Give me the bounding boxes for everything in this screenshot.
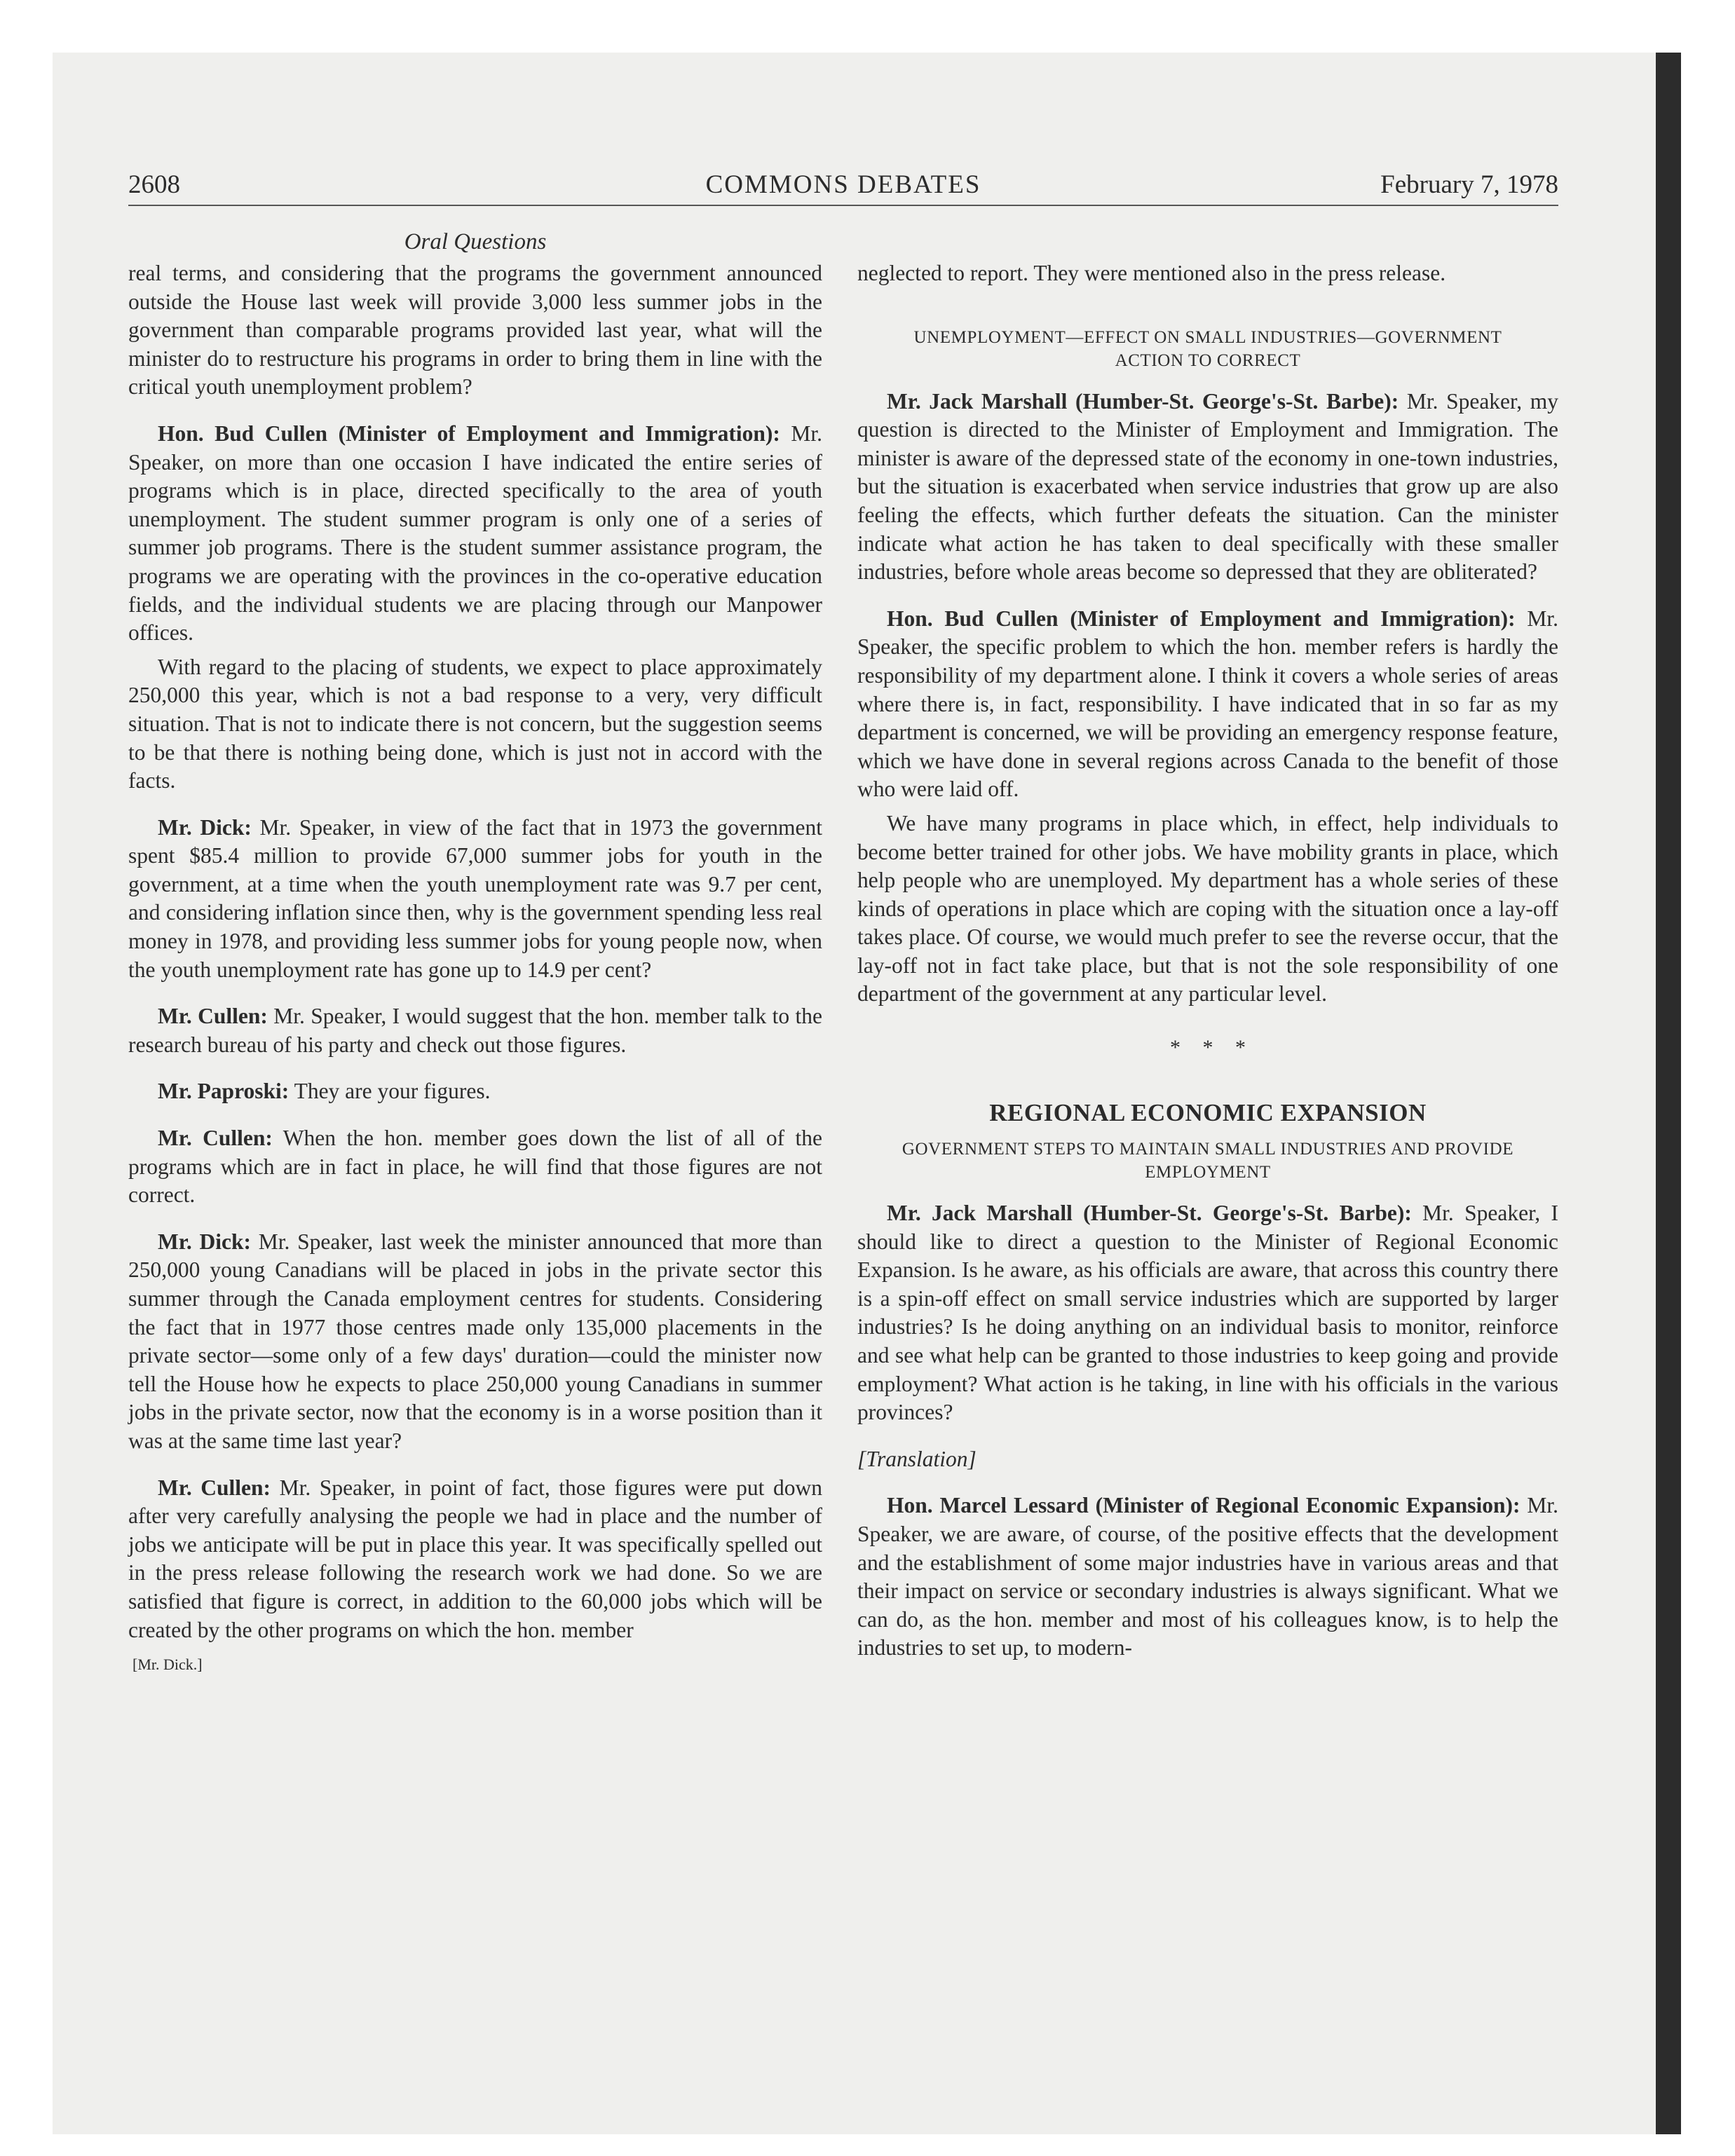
- publication-title: COMMONS DEBATES: [705, 170, 981, 199]
- left-column: [128, 226, 822, 1675]
- speaker-name: Mr. Dick:: [158, 814, 252, 840]
- speaker-name: Mr. Cullen:: [158, 1475, 271, 1500]
- speaker-name: Mr. Jack Marshall (Humber-St. George's-St. Barbe):: [887, 1201, 1412, 1226]
- paragraph: With regard to the placing of students, we expect to place approximately 250,000 this year, which is not a bad response to a very, very difficult situation. That is not to indicate there is not concern, but the suggestion seems to be that there is nothing being done, which is just not in accord with the facts.: [128, 654, 822, 793]
- paragraph: [128, 1124, 822, 1210]
- section-divider-stars: * * *: [1170, 1036, 1246, 1060]
- paragraph: [128, 1002, 822, 1059]
- page-number: 2608: [128, 170, 180, 199]
- paragraph: [857, 1199, 1558, 1427]
- speech-text: Mr. Speaker, on more than one occasion I have indicated the entire series of programs which is in place, directed specifically to the area of youth unemployment. The student summer program is only one of a series of summer job programs. There is the student summer assistance program, the programs we are operating with the provinces in the co-operative education fields, and the individual students we are placing through our Manpower offices.: [128, 421, 822, 646]
- paragraph: [128, 1077, 822, 1106]
- speech-text: When the hon. member goes down the list of all of the programs which are in fact in place, he will find that those figures are not correct.: [128, 1126, 822, 1208]
- speech-text: Mr. Speaker, in point of fact, those figures were put down after very carefully analysing the people we had in place and the number of jobs we anticipate will be put in place this year. It was specifically spelled out in the press release following the research work we had done. So we are satisfied that figure is correct, in addition to the 60,000 jobs which will be created by the other programs on which the hon. member: [128, 1475, 822, 1642]
- speech-text: Mr. Speaker, my question is directed to the Minister of Employment and Immigration. The minister is aware of the depressed state of the economy in one-town industries, but the situation is exacerbated when service industries that grow up are also feeling the effects, which further defeats the situation. Can the minister indicate what action he has taken to deal specifically with these smaller industries, before whole areas become so depressed that they are obliterated?: [857, 388, 1558, 585]
- speech-text: Mr. Speaker, we are aware, of course, of the positive effects that the development and the establishment of some major industries have in various areas and that their impact on service or secondary industries is always significant. What we can do, as the hon. member and most of his colleagues know, is to help the industries to set up, to modern-: [857, 1493, 1558, 1660]
- speech-text: Mr. Speaker, in view of the fact that in 1973 the government spent $85.4 million to provide 67,000 summer jobs for youth in the government, at a time when the youth unemployment rate was 9.7 per cent, and considering inflation since then, why is the government spending less real money in 1978, and providing less summer jobs for young people now, when the youth unemployment rate has gone up to 14.9 per cent?: [128, 814, 823, 982]
- speaker-name: Mr. Cullen:: [158, 1004, 268, 1029]
- subheading: UNEMPLOYMENT—EFFECT ON SMALL INDUSTRIES—GOVERNMENT ACTION TO CORRECT: [913, 327, 1502, 370]
- page-header: [128, 167, 1558, 203]
- subheading: GOVERNMENT STEPS TO MAINTAIN SMALL INDUSTRIES AND PROVIDE EMPLOYMENT: [901, 1140, 1514, 1182]
- speaker-name: Mr. Dick:: [158, 1229, 251, 1254]
- speaker-name: Mr. Paproski:: [158, 1079, 290, 1104]
- section-heading: REGIONAL ECONOMIC EXPANSION: [989, 1099, 1427, 1127]
- speech-text: Mr. Speaker, last week the minister announced that more than 250,000 young Canadians will be placed in jobs in the private sector this summer through the Canada employment centres for students. Considering the fact that in 1977 those centres made only 135,000 placements in the private sector—some only of a few days' duration—could the minister now tell the House how he expects to place 250,000 young Canadians in summer jobs in the private sector, now that the economy is in a worse position than it was at the same time last year?: [128, 1229, 822, 1453]
- speech-text: They are your figures.: [289, 1079, 491, 1104]
- paragraph: [857, 388, 1558, 587]
- translation-note: [Translation]: [857, 1446, 977, 1471]
- speech-text: Mr. Speaker, I would suggest that the hon. member talk to the research bureau of his party and check out those figures.: [128, 1004, 822, 1057]
- speech-text: Mr. Speaker, the specific problem to which the hon. member refers is hardly the responsibility of my department alone. I think it covers a whole series of areas where there is, in fact, responsibility. I have indicated that in so far as my department is concerned, we will be providing an emergency response feature, which we have done in several regions across Canada to the benefit of those who were laid off.: [857, 606, 1558, 802]
- speaker-name: Hon. Bud Cullen (Minister of Employment and Immigration):: [158, 421, 780, 446]
- paragraph: [128, 420, 822, 648]
- speaker-name: Hon. Marcel Lessard (Minister of Regional Economic Expansion):: [887, 1493, 1520, 1518]
- publication-date: February 7, 1978: [1380, 170, 1558, 199]
- scan-edge: [1656, 53, 1681, 2134]
- footnote: [Mr. Dick.]: [132, 1656, 203, 1674]
- speaker-name: Mr. Jack Marshall (Humber-St. George's-St. Barbe):: [887, 388, 1399, 414]
- paragraph: [128, 1474, 822, 1645]
- paragraph: [857, 1492, 1558, 1663]
- paragraph: real terms, and considering that the programs the government announced outside the House last week will provide 3,000 less summer jobs in the government than comparable programs provided last year, what will the minister do to restructure his programs in order to bring them in line with the critical youth unemployment problem?: [128, 261, 822, 400]
- header-rule: [128, 205, 1558, 206]
- paragraph: neglected to report. They were mentioned also in the press release.: [857, 261, 1446, 285]
- paragraph: [857, 605, 1558, 804]
- paragraph: [128, 1228, 822, 1456]
- speaker-name: Hon. Bud Cullen (Minister of Employment and Immigration):: [887, 606, 1516, 631]
- paragraph: [128, 814, 822, 985]
- right-column: [857, 259, 1558, 1663]
- speaker-name: Mr. Cullen:: [158, 1126, 273, 1151]
- paragraph: We have many programs in place which, in effect, help individuals to become better trained for other jobs. We have mobility grants in place, which help people who are unemployed. My department has a whole series of these kinds of operations in place which are coping with the situation once a lay-off takes place. Of course, we would much prefer to see the reverse occur, that the lay-off not in fact take place, but that is not the sole responsibility of one department of the government at any particular level.: [857, 810, 1558, 1007]
- speech-text: Mr. Speaker, I should like to direct a question to the Minister of Regional Economic Expansion. Is he aware, as his officials are aware, that across this country there is a spin-off effect on small service industries which are supported by larger industries? Is he doing anything on an individual basis to monitor, reinforce and see what help can be granted to those industries to keep going and provide employment? What action is he taking, in line with his officials in the various provinces?: [857, 1201, 1558, 1425]
- section-label: Oral Questions: [404, 229, 547, 254]
